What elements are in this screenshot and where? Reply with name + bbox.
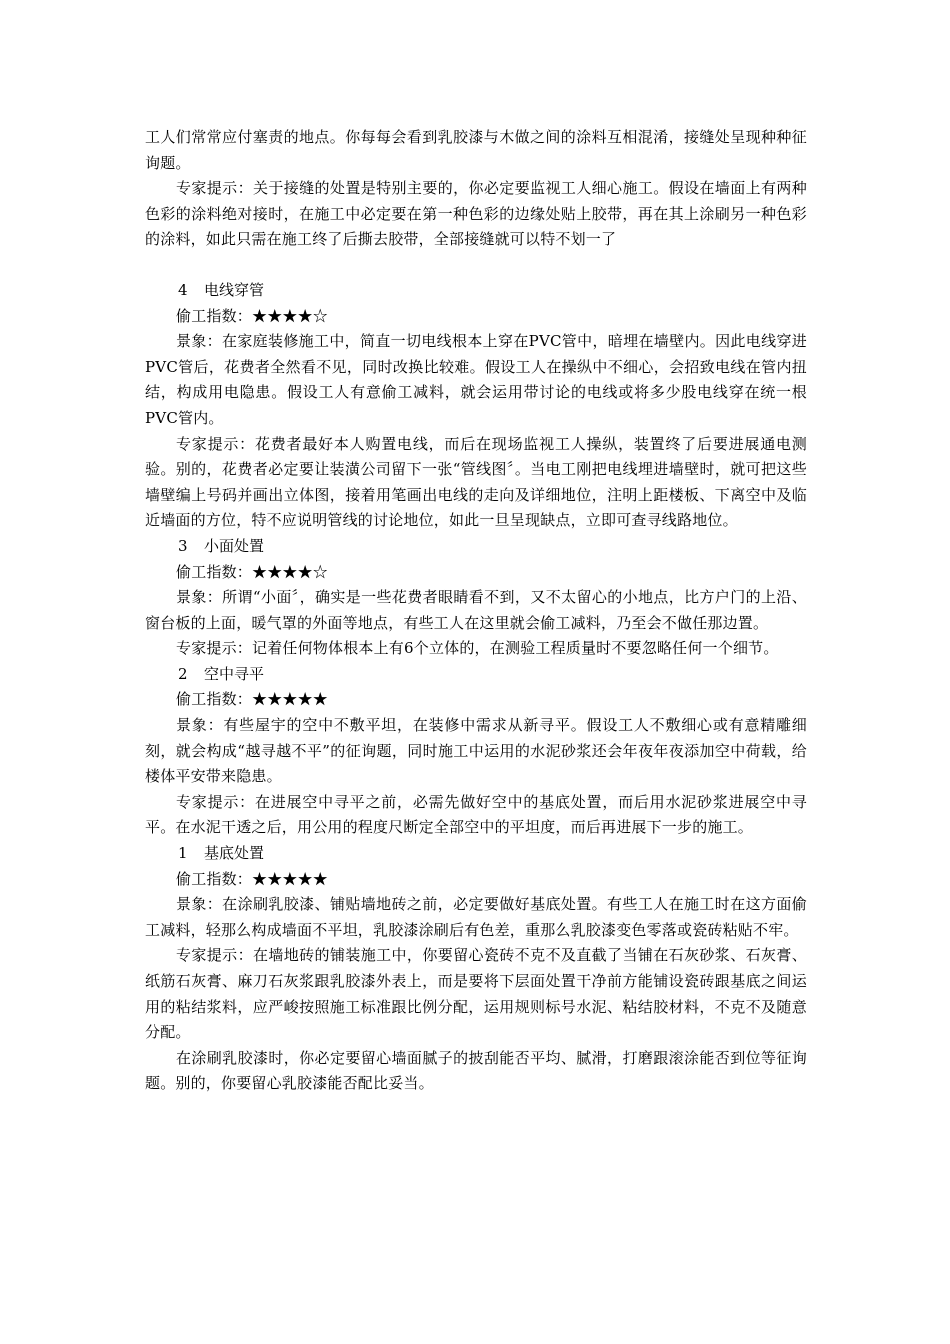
section-heading	[145, 534, 807, 560]
section-scene: 景象：在家庭装修施工中，简直一切电线根本上穿在PVC管中，暗埋在墙壁内。因此电线穿进PVC管后，花费者全然看不见，同时改换比较难。假设工人在操纵中不细心，会招致电线在管内扭结，构成用电隐患。假设工人有意偷工减料，就会运用带讨论的电线或将多少股电线穿在统一根PVC管内。	[145, 332, 807, 427]
section-scene: 景象：所谓“小面〞，确实是一些花费者眼睛看不到，又不太留心的小地点，比方户门的上沿、窗台板的上面，暖气罩的外面等地点，有些工人在这里就会偷工减料，乃至会不做任那边置。	[145, 588, 807, 632]
section-title: 空中寻平	[204, 664, 265, 683]
section-expert-tip: 专家提示：在进展空中寻平之前，必需先做好空中的基底处置，而后用水泥砂浆进展空中寻平。在水泥干透之后，用公用的程度尺断定全部空中的平坦度，而后再进展下一步的施工。	[145, 792, 807, 837]
section-title: 小面处置	[204, 536, 265, 555]
section-heading	[145, 841, 807, 867]
section-heading	[145, 662, 807, 688]
section-expert-tip: 专家提示：花费者最好本人购置电线，而后在现场监视工人操纵，装置终了后要进展通电测验。别的，花费者必定要让装潢公司留下一张“管线图〞。当电工刚把电线埋进墙壁时，就可把这些墙壁编上号码并画出立体图，接着用笔画出电线的走向及详细地位，注明上距楼板、下离空中及临近墙面的方位，特不应说明管线的讨论地位，如此一旦呈现缺点，立即可查寻线路地位。	[145, 434, 807, 530]
intro-continuation: 工人们常常应付塞责的地点。你每每会看到乳胶漆与木做之间的涂料互相混淆，接缝处呈现种种征询题。	[145, 128, 807, 172]
section-number: 1	[178, 844, 188, 863]
section-index-rating: 偷工指数：★★★★★	[176, 869, 329, 888]
section-index-rating: 偷工指数：★★★★☆	[176, 562, 329, 581]
section-scene: 景象：在涂刷乳胶漆、铺贴墙地砖之前，必定要做好基底处置。有些工人在施工时在这方面偷工减料，轻那么构成墙面不平坦，乳胶漆涂刷后有色差，重那么乳胶漆变色零落或瓷砖粘贴不牢。	[145, 895, 807, 939]
section-expert-tip: 专家提示：记着任何物体根本上有6个立体的，在测验工程质量时不要忽略任何一个细节。	[176, 639, 779, 658]
section-scene: 景象：有些屋宇的空中不敷平坦，在装修中需求从新寻平。假设工人不敷细心或有意精雕细刻，就会构成“越寻越不平”的征询题，同时施工中运用的水泥砂浆还会年夜年夜添加空中荷载，给楼体平安带来隐患。	[145, 716, 807, 786]
section-number: 3	[178, 536, 188, 555]
section-index-rating: 偷工指数：★★★★★	[176, 690, 329, 709]
section-index-rating: 偷工指数：★★★★☆	[176, 306, 329, 325]
section-title: 基底处置	[204, 844, 265, 863]
section-expert-tip: 专家提示：在墙地砖的铺装施工中，你要留心瓷砖不克不及直截了当铺在石灰砂浆、石灰膏、纸筋石灰膏、麻刀石灰浆跟乳胶漆外表上，而是要将下层面处置干净前方能铺设瓷砖跟基底之间运用的粘结浆料，应严峻按照施工标准跟比例分配，运用规则标号水泥、粘结胶材料，不克不及随意分配。	[145, 946, 807, 1042]
section-heading	[145, 278, 807, 304]
section-extra-note: 在涂刷乳胶漆时，你必定要留心墙面腻子的披刮能否平均、腻滑，打磨跟滚涂能否到位等征询题。别的，你要留心乳胶漆能否配比妥当。	[145, 1048, 807, 1093]
section-title: 电线穿管	[204, 280, 265, 299]
section-gap	[145, 253, 807, 278]
section-number: 2	[178, 664, 188, 683]
section-number: 4	[178, 280, 188, 299]
intro-expert-tip: 专家提示：关于接缝的处置是特别主要的，你必定要监视工人细心施工。假设在墙面上有两种色彩的涂料绝对接时，在施工中必定要在第一种色彩的边缘处贴上胶带，再在其上涂刷另一种色彩的涂料，如此只需在施工终了后撕去胶带，全部接缝就可以特不划一了	[145, 179, 807, 249]
document-page	[145, 125, 807, 1097]
